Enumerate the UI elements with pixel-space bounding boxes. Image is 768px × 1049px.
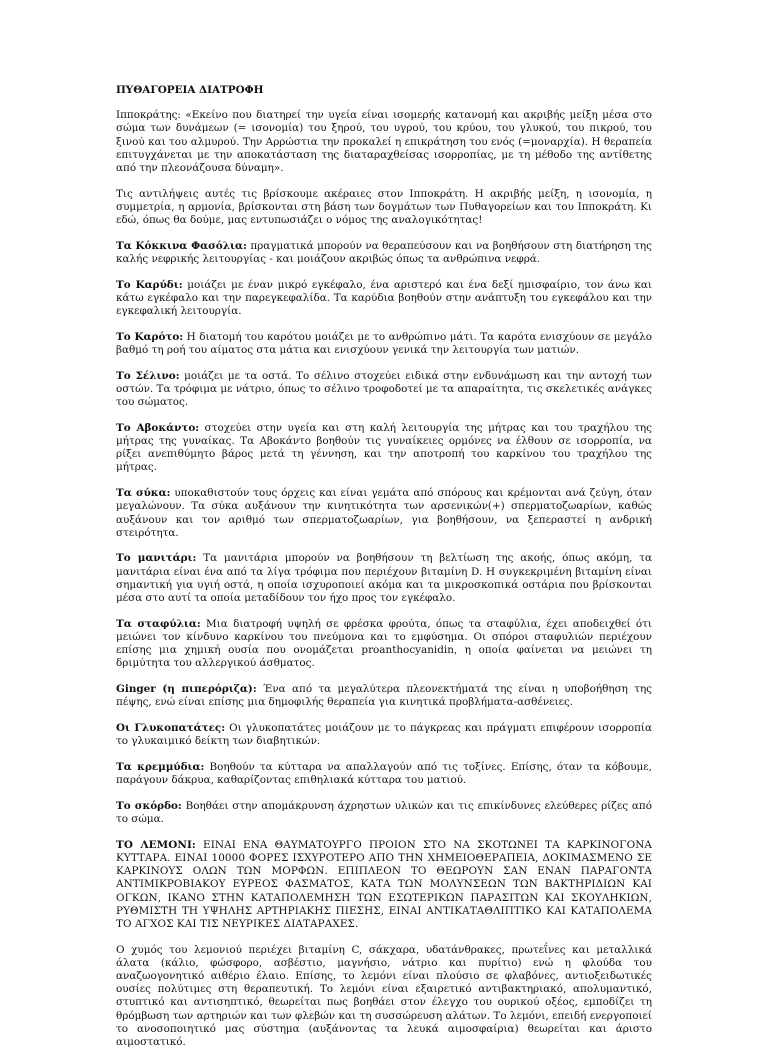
item-grapes: [116, 618, 652, 671]
item-mushroom: [116, 552, 652, 605]
item-celery: [116, 370, 652, 410]
item-text: Ένα από τα μεγαλύτερα πλεονεκτήματά της είναι η υποβοήθηση της πέψης, ενώ είναι επίσης μια δημοφιλής θεραπεία για κινητικά προβλήματα-ασθένειες.: [116, 683, 652, 709]
item-term: Το Καρότο:: [116, 330, 184, 343]
item-term: Τα σύκα:: [116, 487, 171, 500]
item-text: Τα μανιτάρια μπορούν να βοηθήσουν τη βελτίωση της ακοής, όπως ακόμη, τα μανιτάρια είναι ένα από τα λίγα τρόφιμα που περιέχουν βιταμίνη D. Η συγκεκριμένη βιταμίνη είναι σημαντική για υγιή οστά, η οποία ισχυροποιεί ακόμα και τα μικροσκοπικά οστάρια που βρίσκονται μέσα στο αυτί τα οποία μεταδίδουν τον ήχο προς τον εγκέφαλο.: [116, 552, 652, 605]
item-term: Οι Γλυκοπατάτες:: [116, 722, 226, 735]
item-text: πραγματικά μπορούν να θεραπεύσουν και να βοηθήσουν στη διατήρηση της καλής νεφρικής λειτουργίας - και μοιάζουν ακριβώς όπως τα ανθρώπινα νεφρά.: [116, 239, 652, 266]
item-term: Το μανιτάρι:: [116, 552, 197, 565]
item-term: Το Καρύδι:: [116, 278, 183, 291]
item-garlic: [116, 800, 652, 826]
item-carrot: [116, 331, 652, 357]
intro-paragraph: Ιπποκράτης: «Εκείνο που διατηρεί την υγεία είναι ισομερής κατανομή και ακριβής μείξη μέσα στο σώμα των δυνάμεων (= ισονομία) του ξηρού, του υγρού, του κρύου, του γλυκού, του πικρού, του ξινού και του αλμυρού. Την Αρρώστια την προκαλεί η επικράτηση του ενός (=μοναρχία). Η θεραπεία επιτυγχάνεται με την αποκατάσταση της διαταραχθείσας ισορροπίας, με τη μέθοδο της αντίθετης από την πλεονάζουσα δύναμη».: [116, 109, 652, 175]
item-term: Το σκόρδο:: [116, 799, 182, 812]
item-avocado: [116, 422, 652, 475]
item-term: Ginger (η πιπερόριζα):: [116, 683, 257, 696]
item-term: Το Αβοκάντο:: [116, 421, 200, 434]
item-term: Τα σταφύλια:: [116, 617, 201, 630]
closing-paragraph: Ο χυμός του λεμονιού περιέχει βιταμίνη C, σάκχαρα, υδατάνθρακες, πρωτεΐνες και μεταλλικά άλατα (κάλιο, φώσφορο, ασβέστιο, μαγνήσιο, νάτριο και πυρίτιο) ενώ η φλούδα του αναζωογονητικό αιθέριο έλαιο. Επίσης, το λεμόνι είναι πλούσιο σε φλαβόνες, αντιοξειδωτικές ουσίες πολύτιμες στη θεραπευτική. Το λεμόνι είναι εξαιρετικό αντιβακτηριακό, απολυμαντικό, στυπτικό και αντισηπτικό, θεωρείται πως βοηθάει στον έλεγχο του ουρικού οξέος, εμποδίζει τη θρόμβωση των αρτηριών και των φλεβών και τη συσσώρευση αλάτων. Το λεμόνι, επειδή ενεργοποιεί το ανοσοποιητικό μας σύστημα (αυξάνοντας τα λευκά αιμοσφαίρια) θεωρείται και άριστο αιμοστατικό.: [116, 943, 652, 1049]
document-title: ΠΥΘΑΓΟΡΕΙΑ ΔΙΑΤΡΟΦΗ: [116, 84, 264, 96]
item-sweet-potatoes: [116, 722, 652, 748]
item-lemon: [116, 839, 652, 931]
paragraph-2: Τις αντιλήψεις αυτές τις βρίσκουμε ακέραιες στον Ιπποκράτη. Η ακριβής μείξη, η ισονομία, η συμμετρία, η αρμονία, βρίσκονται στη βάση των δογμάτων των Πυθαγορείων και του Ιπποκράτη. Κι εδώ, όπως θα δούμε, μας εντυπωσιάζει ο νόμος της αναλογικότητας!: [116, 187, 652, 227]
item-text: Βοηθάει στην απομάκρυνση άχρηστων υλικών και τις επικίνδυνες ελεύθερες ρίζες από το σώμα.: [116, 799, 652, 826]
item-text: Βοηθούν τα κύτταρα να απαλλαγούν από τις τοξίνες. Επίσης, όταν τα κόβουμε, παράγουν δάκρυα, καθαρίζοντας επιθηλιακά κύτταρα του ματιού.: [116, 760, 652, 787]
item-text: στοχεύει στην υγεία και στη καλή λειτουργία της μήτρας και του τραχήλου της μήτρας της γυναίκας. Τα Αβοκάντο βοηθούν τις γυναίκειες ορμόνες να έλθουν σε ισορροπία, να ρίξει ανεπιθύμητο βάρος μετά τη γέννηση, και την αποτροπή του καρκίνου του τραχήλου της μήτρας.: [116, 421, 652, 474]
item-text: μοιάζει με τα οστά. Το σέλινο στοχεύει ειδικά στην ενδυνάμωση και την αντοχή των οστών. Τα τρόφιμα με νάτριο, όπως το σέλινο τροφοδοτεί με τα απαραίτητα, τις σκελετικές ανάγκες του σώματος.: [116, 369, 652, 409]
item-text: ΕΙΝΑΙ ΕΝΑ ΘΑΥΜΑΤΟΥΡΓΟ ΠΡΟΙΟΝ ΣΤΟ ΝΑ ΣΚΟΤΩΝΕΙ ΤΑ ΚΑΡΚΙΝΟΓΟΝΑ ΚΥΤΤΑΡΑ. ΕΙΝΑΙ 10000 ΦΟΡΕΣ ΙΣΧΥΡΟΤΕΡΟ ΑΠΟ ΤΗΝ ΧΗΜΕΙΟΘΕΡΑΠΕΙΑ, ΔΟΚΙΜΑΣΜΕΝΟ ΣΕ ΚΑΡΚΙΝΟΥΣ ΟΛΩΝ ΤΩΝ ΜΟΡΦΩΝ. ΕΠΙΠΛΕΟΝ ΤΟ ΘΕΩΡΟΥΝ ΣΑΝ ΕΝΑΝ ΠΑΡΑΓΟΝΤΑ ΑΝΤΙΜΙΚΡΟΒΙΑΚΟΥ ΕΥΡΕΟΣ ΦΑΣΜΑΤΟΣ, ΚΑΤΑ ΤΩΝ ΜΟΛΥΝΣΕΩΝ ΤΩΝ ΒΑΚΤΗΡΙΔΙΩΝ ΚΑΙ ΟΓΚΩΝ, ΙΚΑΝΟ ΣΤΗΝ ΚΑΤΑΠΟΛΕΜΗΣΗ ΤΩΝ ΕΣΩΤΕΡΙΚΩΝ ΠΑΡΑΣΙΤΩΝ ΚΑΙ ΣΚΟΥΛΗΚΙΩΝ, ΡΥΘΜΙΣΤΗ ΤΗ ΥΨΗΛΗΣ ΑΡΤΗΡΙΑΚΗΣ ΠΙΕΣΗΣ, ΕΙΝΑΙ ΑΝΤΙΚΑΤΑΘΛΙΠΤΙΚΟ ΚΑΙ ΚΑΤΑΠΟΛΕΜΑ ΤΟ ΑΓΧΟΣ ΚΑΙ ΤΙΣ ΝΕΥΡΙΚΕΣ ΔΙΑΤΑΡΑΧΕΣ.: [116, 838, 652, 930]
item-text: Η διατομή του καρότου μοιάζει με το ανθρώπινο μάτι. Τα καρότα ενισχύουν σε μεγάλο βαθμό τη ροή του αίματος στα μάτια και ενισχύουν γενικά την λειτουργία των ματιών.: [116, 330, 652, 357]
item-term: Τα Κόκκινα Φασόλια:: [116, 239, 247, 252]
item-term: ΤΟ ΛΕΜΟΝΙ:: [116, 838, 196, 851]
item-text: Οι γλυκοπατάτες μοιάζουν με το πάγκρεας και πράγματι επιφέρουν ισορροπία το γλυκαιμικό δείκτη των διαβητικών.: [116, 722, 652, 748]
item-figs: [116, 487, 652, 540]
item-kidney-beans: [116, 240, 652, 266]
item-walnut: [116, 279, 652, 319]
item-text: μοιάζει με έναν μικρό εγκέφαλο, ένα αριστερό και ένα δεξί ημισφαίριο, τον άνω και κάτω εγκέφαλο και την παρεγκεφαλίδα. Τα καρύδια βοηθούν στην ανάπτυξη του εγκεφάλου και την εγκεφαλική λειτουργία.: [116, 278, 652, 318]
item-ginger: [116, 683, 652, 709]
item-onions: [116, 761, 652, 787]
item-term: Το Σέλινο:: [116, 369, 180, 382]
item-text: Μια διατροφή υψηλή σε φρέσκα φρούτα, όπως τα σταφύλια, έχει αποδειχθεί ότι μειώνει τον κίνδυνο καρκίνου του πνεύμονα και το εμφύσημα. Οι σπόροι σταφυλιών περιέχουν επίσης μια χημική ουσία που ονομάζεται proanthocyanidin, η οποία φαίνεται να μειώνει τη δριμύτητα του αλλεργικού άσθματος.: [116, 617, 652, 670]
item-text: υποκαθιστούν τους όρχεις και είναι γεμάτα από σπόρους και κρέμονται ανά ζεύγη, όταν μεγαλώνουν. Τα σύκα αυξάνουν την κινητικότητα των αρσενικών(+) σπερματοζωαρίων, καθώς αυξάνουν και τον αριθμό των σπερματοζωαρίων, για βοηθήσουν, να ξεπεραστεί η ανδρική στειρότητα.: [116, 487, 652, 539]
item-term: Τα κρεμμύδια:: [116, 760, 205, 773]
